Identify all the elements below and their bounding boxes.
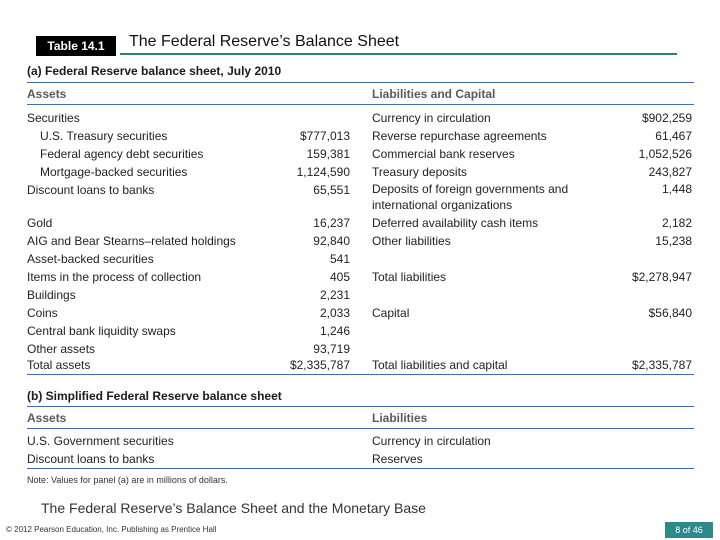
row-label: Securities xyxy=(27,111,80,125)
divider xyxy=(27,104,694,105)
table-row xyxy=(27,214,350,232)
row-value: 92,840 xyxy=(313,234,350,248)
divider xyxy=(27,406,694,407)
item-label: Discount loans to banks xyxy=(27,452,155,466)
table-row xyxy=(372,268,692,286)
divider xyxy=(27,468,694,469)
row-value: $2,335,787 xyxy=(289,358,350,372)
footer-title: The Federal Reserve’s Balance Sheet and the Monetary Base xyxy=(41,500,426,516)
table-row xyxy=(27,109,350,127)
table-row xyxy=(372,214,692,232)
copyright-text: © 2012 Pearson Education, Inc. Publishing as Prentice Hall xyxy=(6,525,217,534)
row-value: 2,182 xyxy=(661,216,692,230)
table-row xyxy=(27,127,350,145)
slide-title: The Federal Reserve’s Balance Sheet xyxy=(129,33,400,50)
table-number-badge: Table 14.1 xyxy=(36,36,116,56)
row-label: Federal agency debt securities xyxy=(40,147,204,161)
table-note: Note: Values for panel (a) are in millions of dollars. xyxy=(27,475,228,485)
row-value: 159,381 xyxy=(306,147,350,161)
table-row xyxy=(372,109,692,127)
table-row xyxy=(27,356,350,374)
row-label: Asset-backed securities xyxy=(27,252,154,266)
table-row xyxy=(372,145,692,163)
panel-b-title: (b) Simplified Federal Reserve balance sheet xyxy=(27,389,282,403)
table-row xyxy=(27,163,350,181)
row-label: Currency in circulation xyxy=(372,111,491,125)
assets-header: Assets xyxy=(27,87,67,101)
item-label: U.S. Government securities xyxy=(27,434,174,448)
row-label: Central bank liquidity swaps xyxy=(27,324,176,338)
row-label: Capital xyxy=(372,306,410,320)
row-value: 541 xyxy=(329,252,350,266)
list-item xyxy=(372,450,692,468)
table-row xyxy=(27,145,350,163)
table-row xyxy=(27,232,350,250)
row-label: Discount loans to banks xyxy=(27,183,155,197)
list-item xyxy=(27,450,350,468)
assets-header: Assets xyxy=(27,411,67,425)
table-row xyxy=(372,127,692,145)
row-label: Commercial bank reserves xyxy=(372,147,515,161)
row-label: Reverse repurchase agreements xyxy=(372,129,547,143)
row-label: Deferred availability cash items xyxy=(372,216,539,230)
table-row xyxy=(372,163,692,181)
row-value: $56,840 xyxy=(648,306,692,320)
row-value: $777,013 xyxy=(299,129,350,143)
row-value: 1,448 xyxy=(661,182,692,196)
divider xyxy=(27,428,694,429)
row-label: Other assets xyxy=(27,342,96,356)
panel-a-title: (a) Federal Reserve balance sheet, July 2010 xyxy=(27,64,282,78)
table-row xyxy=(372,181,692,215)
table-row xyxy=(372,232,692,250)
row-label: AIG and Bear Stearns–related holdings xyxy=(27,234,236,248)
row-label: Buildings xyxy=(27,288,76,302)
row-label: Total liabilities xyxy=(372,270,447,284)
item-label: Reserves xyxy=(372,452,423,466)
row-label: Total liabilities and capital xyxy=(372,358,508,372)
row-label: Coins xyxy=(27,306,58,320)
row-value: 405 xyxy=(329,270,350,284)
row-value: $2,278,947 xyxy=(631,270,692,284)
row-label: Other liabilities xyxy=(372,234,451,248)
row-label: U.S. Treasury securities xyxy=(40,129,168,143)
table-row xyxy=(372,356,692,374)
row-value: $2,335,787 xyxy=(631,358,692,372)
row-value: 243,827 xyxy=(648,165,692,179)
list-item xyxy=(372,432,692,450)
table-row xyxy=(27,322,350,340)
page-number-badge: 8 of 46 xyxy=(665,522,713,538)
table-row xyxy=(27,286,350,304)
divider xyxy=(27,82,694,83)
list-item xyxy=(27,432,350,450)
row-label: Mortgage-backed securities xyxy=(40,165,188,179)
item-label: Currency in circulation xyxy=(372,434,491,448)
title-underline xyxy=(120,53,677,55)
row-value: 16,237 xyxy=(313,216,350,230)
liabilities-header: Liabilities xyxy=(372,411,428,425)
table-row xyxy=(27,304,350,322)
row-value: 2,033 xyxy=(319,306,350,320)
row-label: Treasury deposits xyxy=(372,165,467,179)
table-row xyxy=(27,250,350,268)
row-value: 1,052,526 xyxy=(638,147,692,161)
divider xyxy=(27,374,694,375)
row-value: 1,124,590 xyxy=(296,165,350,179)
table-row xyxy=(27,181,350,199)
row-label: Items in the process of collection xyxy=(27,270,202,284)
row-value: $902,259 xyxy=(641,111,692,125)
row-value: 61,467 xyxy=(655,129,692,143)
table-row xyxy=(27,268,350,286)
row-value: 1,246 xyxy=(319,324,350,338)
liabilities-capital-header: Liabilities and Capital xyxy=(372,87,496,101)
row-value: 2,231 xyxy=(319,288,350,302)
row-label: Gold xyxy=(27,216,53,230)
row-value: 15,238 xyxy=(655,234,692,248)
row-value: 93,719 xyxy=(313,342,350,356)
row-label: Total assets xyxy=(27,358,91,372)
row-label: Deposits of foreign governments and international organizations xyxy=(372,182,569,212)
table-row xyxy=(372,304,692,322)
row-value: 65,551 xyxy=(313,183,350,197)
